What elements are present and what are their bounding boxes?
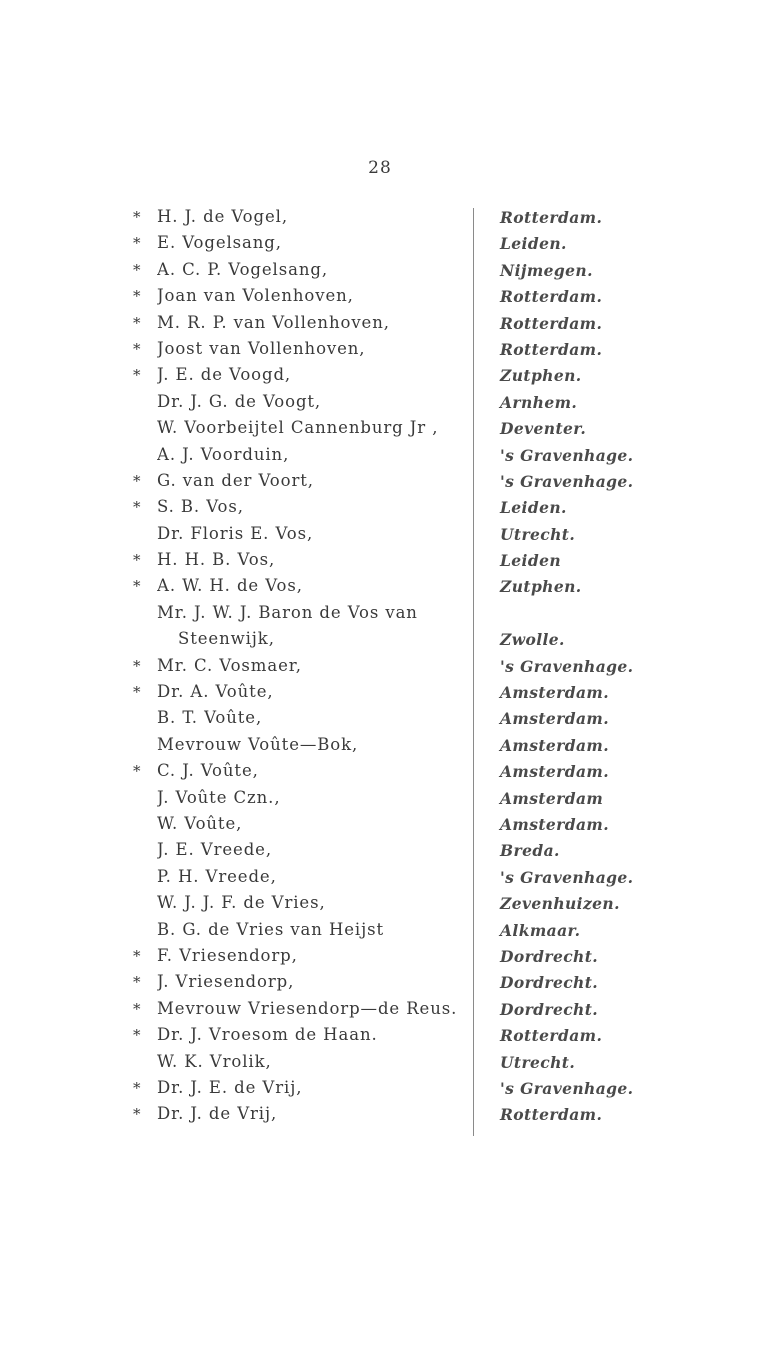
member-city: Leiden. bbox=[500, 234, 567, 254]
member-name: H. J. de Vogel, bbox=[157, 207, 288, 226]
entry-marker: * bbox=[133, 1078, 141, 1097]
member-city: Dordrecht. bbox=[500, 946, 599, 966]
member-name-continuation: Steenwijk, bbox=[178, 628, 275, 648]
entry-marker: * bbox=[133, 973, 141, 992]
member-city: Rotterdam. bbox=[500, 208, 603, 227]
member-city: 's Gravenhage. bbox=[500, 656, 634, 676]
member-name: E. Vogelsang, bbox=[157, 233, 282, 253]
member-city: 's Gravenhage. bbox=[500, 1078, 634, 1098]
member-city: Rotterdam. bbox=[500, 1105, 603, 1125]
member-name bbox=[157, 603, 418, 648]
entry-marker: * bbox=[133, 762, 141, 781]
entry-marker: * bbox=[133, 999, 141, 1018]
list-item bbox=[0, 655, 760, 681]
list-item bbox=[0, 391, 760, 417]
member-name: F. Vriesendorp, bbox=[157, 945, 298, 965]
list-item bbox=[0, 681, 760, 707]
member-city: Breda. bbox=[500, 841, 560, 861]
member-name: W. Voûte, bbox=[157, 814, 243, 833]
member-city: Amsterdam. bbox=[500, 815, 610, 834]
entry-marker: * bbox=[133, 498, 141, 517]
list-item bbox=[0, 602, 760, 655]
member-city: Utrecht. bbox=[500, 1052, 576, 1072]
entry-marker: * bbox=[133, 287, 141, 306]
member-name: C. J. Voûte, bbox=[157, 761, 259, 781]
member-city: Alkmaar. bbox=[500, 920, 581, 940]
member-name: Joost van Vollenhoven, bbox=[157, 338, 366, 358]
entry-marker: * bbox=[133, 577, 141, 596]
member-city: Zevenhuizen. bbox=[500, 894, 620, 914]
entry-marker: * bbox=[133, 234, 141, 253]
member-name: Dr. Floris E. Vos, bbox=[157, 523, 314, 543]
member-city: Zutphen. bbox=[500, 577, 582, 597]
member-city: Amsterdam. bbox=[500, 683, 610, 703]
member-name: W. J. J. F. de Vries, bbox=[157, 893, 326, 913]
member-city: Zutphen. bbox=[500, 366, 582, 386]
entry-marker: * bbox=[133, 946, 141, 965]
list-item bbox=[0, 417, 760, 443]
list-item bbox=[0, 787, 760, 813]
member-city: Amsterdam bbox=[500, 788, 604, 808]
entry-marker: * bbox=[133, 260, 141, 279]
entry-marker: * bbox=[133, 656, 141, 675]
member-city: Leiden bbox=[500, 551, 562, 571]
list-item bbox=[0, 364, 760, 390]
list-item bbox=[0, 444, 760, 470]
member-city: Leiden. bbox=[500, 498, 567, 518]
entry-marker: * bbox=[133, 683, 141, 702]
list-item bbox=[0, 866, 760, 892]
list-item bbox=[0, 813, 760, 839]
member-city: Zwolle. bbox=[500, 629, 565, 649]
entry-marker: * bbox=[133, 551, 141, 570]
list-item bbox=[0, 919, 760, 945]
member-city: Dordrecht. bbox=[500, 999, 599, 1019]
member-city: Rotterdam. bbox=[500, 287, 603, 307]
member-city: 's Gravenhage. bbox=[500, 445, 634, 465]
list-item bbox=[0, 998, 760, 1024]
member-city: Arnhem. bbox=[500, 392, 578, 412]
list-item bbox=[0, 1024, 760, 1050]
member-name: W. Voorbeijtel Cannenburg Jr , bbox=[157, 418, 439, 438]
list-item bbox=[0, 496, 760, 522]
member-name: Mevrouw Vriesendorp—de Reus. bbox=[157, 998, 458, 1018]
list-item bbox=[0, 1051, 760, 1077]
member-name: Dr. J. G. de Voogt, bbox=[157, 391, 322, 411]
member-name: B. G. de Vries van Heijst bbox=[157, 919, 385, 939]
member-city: Utrecht. bbox=[500, 524, 576, 544]
list-item bbox=[0, 707, 760, 733]
member-city: Amsterdam. bbox=[500, 762, 610, 782]
member-city: Amsterdam. bbox=[500, 709, 610, 729]
member-city: Rotterdam. bbox=[500, 339, 603, 359]
member-name: A. J. Voorduin, bbox=[157, 444, 290, 464]
member-name: J. E. Vreede, bbox=[157, 840, 272, 860]
member-name: Dr. J. Vroesom de Haan. bbox=[157, 1025, 378, 1045]
member-name: Dr. J. E. de Vrij, bbox=[157, 1077, 303, 1097]
list-item bbox=[0, 232, 760, 258]
entry-marker: * bbox=[133, 339, 141, 358]
list-item bbox=[0, 1077, 760, 1103]
entry-marker: * bbox=[133, 1105, 141, 1124]
member-name: Dr. A. Voûte, bbox=[157, 682, 274, 702]
list-item bbox=[0, 206, 760, 232]
list-item bbox=[0, 285, 760, 311]
member-name: A. C. P. Vogelsang, bbox=[157, 259, 328, 279]
list-item bbox=[0, 338, 760, 364]
list-item bbox=[0, 945, 760, 971]
member-city: Dordrecht. bbox=[500, 973, 599, 993]
list-item bbox=[0, 971, 760, 997]
member-name: Dr. J. de Vrij, bbox=[157, 1104, 278, 1124]
member-city: Rotterdam. bbox=[500, 313, 603, 333]
list-item bbox=[0, 734, 760, 760]
member-city: Nijmegen. bbox=[500, 260, 593, 280]
member-name: S. B. Vos, bbox=[157, 497, 244, 517]
member-name: W. K. Vrolik, bbox=[157, 1051, 272, 1071]
entry-marker: * bbox=[133, 1026, 141, 1045]
member-name: Mr. C. Vosmaer, bbox=[157, 655, 302, 675]
member-name: J. Voûte Czn., bbox=[157, 787, 281, 807]
member-city: Deventer. bbox=[500, 419, 587, 439]
member-name: Mevrouw Voûte—Bok, bbox=[157, 734, 359, 754]
member-name: M. R. P. van Vollenhoven, bbox=[157, 312, 390, 332]
list-item bbox=[0, 892, 760, 918]
entry-marker: * bbox=[133, 313, 141, 332]
list-item bbox=[0, 1103, 760, 1129]
list-item bbox=[0, 549, 760, 575]
list-item bbox=[0, 470, 760, 496]
list-item bbox=[0, 575, 760, 601]
member-name: P. H. Vreede, bbox=[157, 866, 277, 886]
member-name-line: Mr. J. W. J. Baron de Vos van bbox=[157, 602, 418, 622]
entry-marker: * bbox=[133, 366, 141, 385]
member-name: H. H. B. Vos, bbox=[157, 550, 276, 570]
member-city: Rotterdam. bbox=[500, 1026, 603, 1046]
list-item bbox=[0, 312, 760, 338]
member-name: J. E. de Voogd, bbox=[157, 365, 292, 385]
member-name: B. T. Voûte, bbox=[157, 708, 263, 728]
member-city: 's Gravenhage. bbox=[500, 867, 634, 887]
entry-marker: * bbox=[133, 471, 141, 490]
member-city: 's Gravenhage. bbox=[500, 471, 634, 491]
entry-marker: * bbox=[133, 208, 141, 226]
member-name: G. van der Voort, bbox=[157, 470, 314, 490]
list-item bbox=[0, 523, 760, 549]
member-name: J. Vriesendorp, bbox=[157, 972, 295, 992]
list-item bbox=[0, 760, 760, 786]
member-name: Joan van Volenhoven, bbox=[157, 286, 354, 306]
list-item bbox=[0, 259, 760, 285]
list-item bbox=[0, 839, 760, 865]
page-number: 28 bbox=[368, 158, 392, 178]
member-city: Amsterdam. bbox=[500, 735, 610, 755]
member-list bbox=[0, 206, 760, 1130]
member-name: A. W. H. de Vos, bbox=[157, 576, 303, 596]
